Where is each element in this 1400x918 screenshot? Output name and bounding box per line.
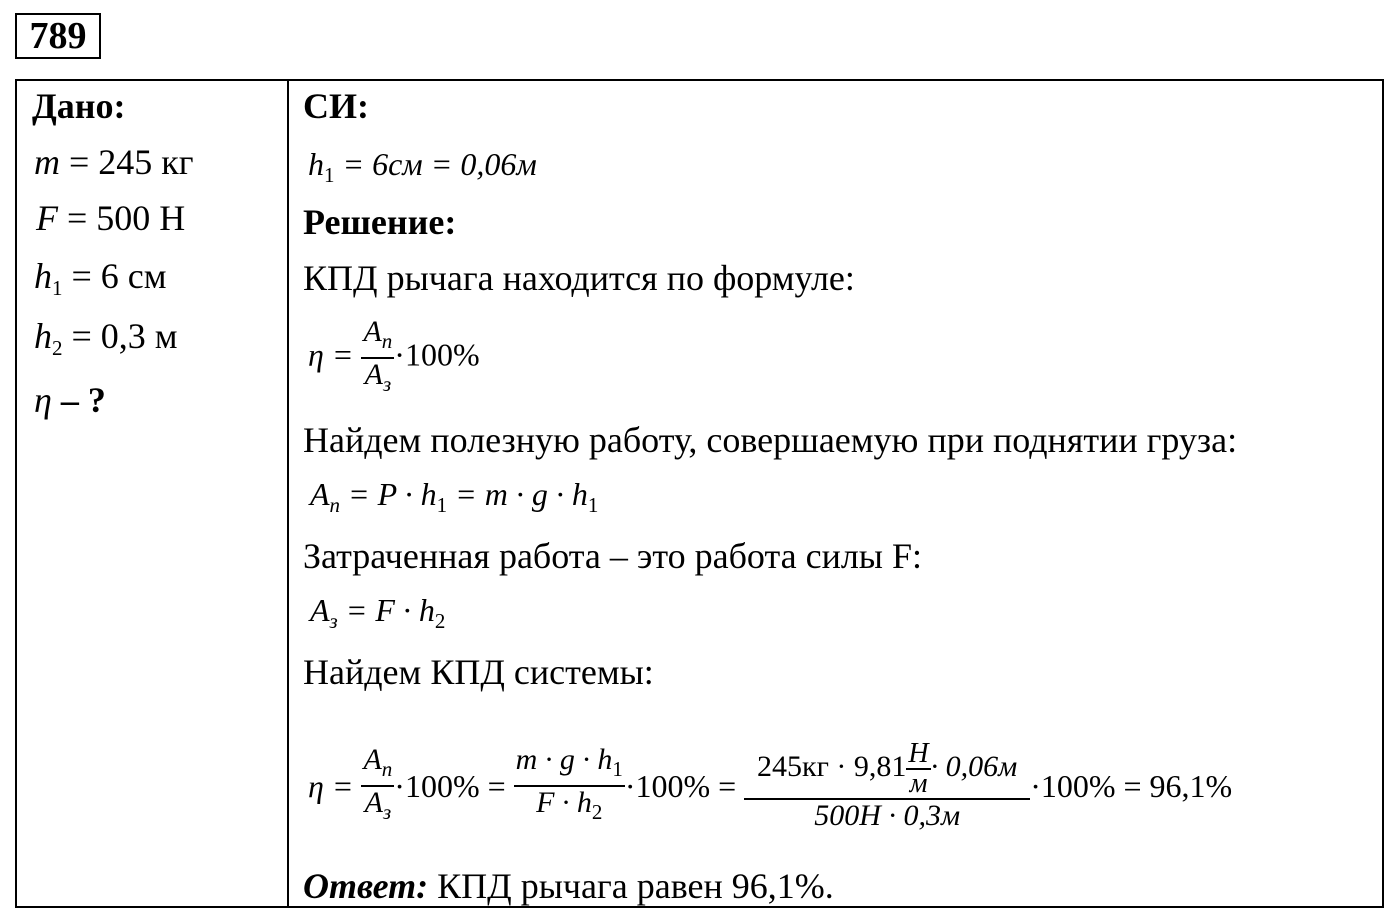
given-mass: m = 245 кг xyxy=(34,142,194,182)
formula-spent-work: $A_з = F \cdot h_2$ xyxy=(310,592,446,633)
answer: Ответ: КПД рычага равен 96,1%. xyxy=(303,866,834,906)
formula-useful-work: $A_п = P \cdot h_1 = m \cdot g \cdot h_1$ xyxy=(310,476,599,517)
si-title: СИ: xyxy=(303,86,369,126)
given-unknown: η – ? xyxy=(34,380,106,420)
solution-text-1: КПД рычага находится по формуле: xyxy=(303,258,855,298)
solution-title: Решение: xyxy=(303,202,457,242)
formula-final: η = $A_п$ $A_з$ ·100% = $\frac{m \cdot g \cdot h_1}{F \cdot h_2}$ ·100% = 245кг · 9,81 Н м · 0,06м 500Н · 0,3м ·100% = 96,1% xyxy=(308,738,1233,832)
formula-efficiency: η = $A_п$ $A_з$ ·100% xyxy=(308,316,480,400)
column-divider xyxy=(287,79,289,908)
given-h2: $h_2 = 0,3$ м xyxy=(34,316,178,360)
given-title: Дано: xyxy=(32,86,126,126)
si-conversion: $h_1 = 6см = 0,06м$ xyxy=(308,146,537,187)
given-h1: $h_1 = 6$ см xyxy=(34,256,167,300)
solution-text-2: Найдем полезную работу, совершаемую при поднятии груза: xyxy=(303,420,1238,460)
given-force: F = 500 Н xyxy=(36,198,186,238)
problem-number: 789 xyxy=(15,13,101,59)
solution-text-3: Затраченная работа – это работа силы F: xyxy=(303,536,923,576)
solution-text-4: Найдем КПД системы: xyxy=(303,652,654,692)
